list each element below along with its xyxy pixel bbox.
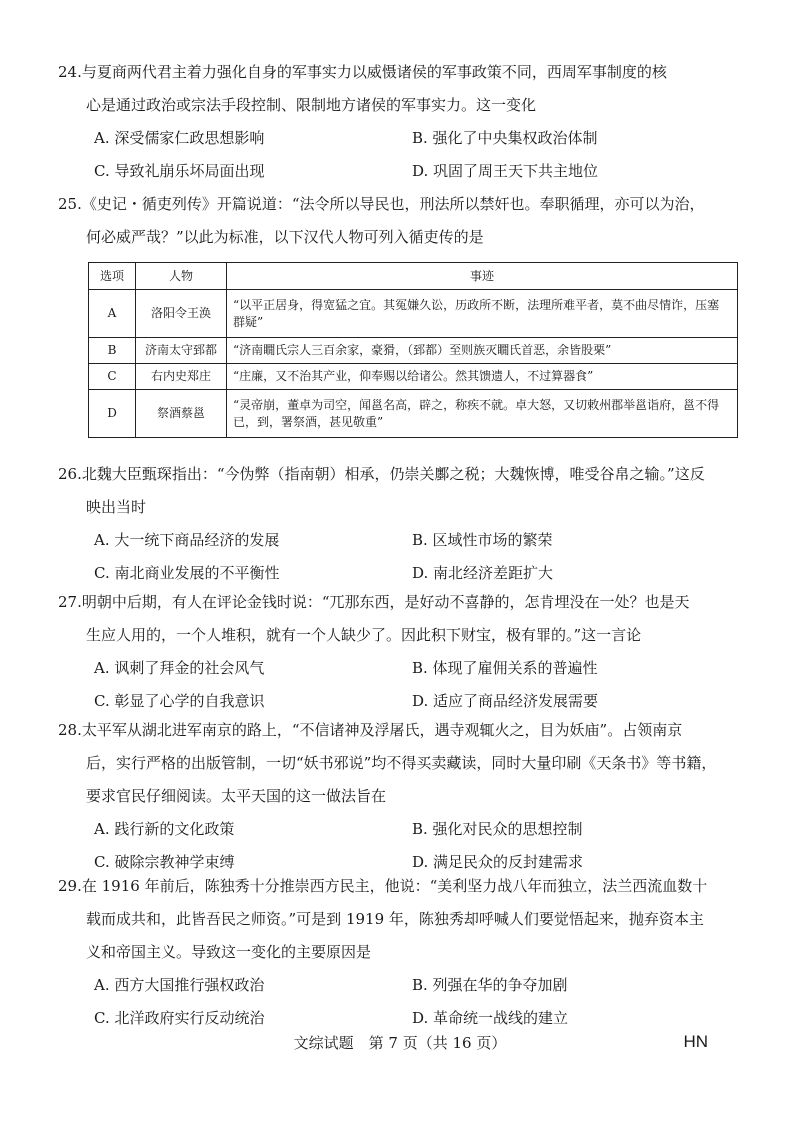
q28-option-c: C. 破除宗教神学束缚 (94, 853, 235, 871)
question-24-stem (58, 56, 738, 122)
question-27 (58, 586, 738, 718)
region-code: HN (683, 1032, 708, 1051)
question-24-stem-line-2: 心是通过政治或宗法手段控制、限制地方诸侯的军事实力。这一变化 (86, 96, 537, 114)
q25-row-c-person: 右内史郑庄 (136, 364, 227, 390)
q27-option-d: D. 适应了商品经济发展需要 (412, 692, 599, 710)
q28-option-a: A. 践行新的文化政策 (94, 820, 235, 838)
question-29-stem (58, 870, 738, 969)
table-row (89, 290, 738, 338)
q25-header-person: 人物 (136, 263, 227, 290)
q29-option-d: D. 革命统一战线的建立 (412, 1009, 569, 1027)
q28-option-b: B. 强化对民众的思想控制 (412, 820, 583, 838)
q25-header-deed: 事迹 (227, 263, 738, 290)
q25-table (88, 262, 738, 438)
q25-row-a-person: 洛阳令王涣 (136, 290, 227, 338)
question-24-stem-line-1: 24.与夏商两代君主着力强化自身的军事实力以威慑诸侯的军事政策不同，西周军事制度的核 (58, 63, 667, 81)
question-24-options (58, 122, 738, 188)
q26-option-d: D. 南北经济差距扩大 (412, 564, 554, 582)
question-28-stem (58, 714, 738, 813)
question-29 (58, 870, 738, 1035)
question-27-stem-line-1: 27.明朝中后期，有人在评论金钱时说：“兀那东西，是好动不喜静的，怎肯埋没在一处？也是天 (58, 593, 690, 611)
q24-option-c: C. 导致礼崩乐坏局面出现 (94, 162, 265, 180)
question-25-stem-line-1: 25.《史记・循吏列传》开篇说道：“法令所以导民也，刑法所以禁奸也。奉职循理，亦可以为治， (58, 195, 705, 213)
question-24 (58, 56, 738, 188)
question-27-stem-line-2: 生应人用的，一个人堆积，就有一个人缺少了。因此积下财宝，极有罪的。”这一言论 (86, 626, 642, 644)
q25-table-header-row (89, 263, 738, 290)
q25-row-a-option: A (89, 290, 136, 338)
question-28 (58, 714, 738, 879)
q25-row-c-option: C (89, 364, 136, 390)
question-25-stem-line-2: 何必威严哉？”以此为标准，以下汉代人物可列入循吏传的是 (86, 228, 484, 246)
question-28-stem-line-3: 要求官民仔细阅读。太平天国的这一做法旨在 (86, 787, 387, 805)
question-27-stem (58, 586, 738, 652)
question-26-stem-line-2: 映出当时 (86, 498, 147, 516)
q24-option-a: A. 深受儒家仁政思想影响 (94, 129, 265, 147)
question-29-options (58, 969, 738, 1035)
q25-row-d-deed: “灵帝崩，董卓为司空，闻邕名高，辟之，称疾不就。卓大怒，又切敕州郡举邕诣府，邕不得已，到，署祭酒，甚见敬重” (227, 390, 738, 438)
table-row (89, 338, 738, 364)
question-27-options (58, 652, 738, 718)
q24-option-b: B. 强化了中央集权政治体制 (412, 129, 598, 147)
question-25-stem (58, 188, 738, 254)
q25-row-d-person: 祭酒蔡邕 (136, 390, 227, 438)
q27-option-c: C. 彰显了心学的自我意识 (94, 692, 265, 710)
question-26 (58, 458, 738, 590)
question-26-stem (58, 458, 738, 524)
question-26-options (58, 524, 738, 590)
q25-row-a-deed: “以平正居身，得宽猛之宜。其冤嫌久讼，历政所不断，法理所难平者，莫不曲尽情诈，压塞群疑” (227, 290, 738, 338)
page-number-label: 文综试题 第 7 页（共 16 页） (293, 1034, 507, 1052)
q29-option-a: A. 西方大国推行强权政治 (94, 976, 265, 994)
q25-row-d-option: D (89, 390, 136, 438)
q26-option-b: B. 区域性市场的繁荣 (412, 531, 553, 549)
q25-row-b-person: 济南太守郅都 (136, 338, 227, 364)
table-row (89, 364, 738, 390)
q28-option-d: D. 满足民众的反封建需求 (412, 853, 584, 871)
q27-option-b: B. 体现了雇佣关系的普遍性 (412, 659, 598, 677)
q27-option-a: A. 讽刺了拜金的社会风气 (94, 659, 265, 677)
question-29-stem-line-3: 义和帝国主义。导致这一变化的主要原因是 (86, 943, 372, 961)
table-row (89, 390, 738, 438)
question-29-stem-line-1: 29.在 1916 年前后，陈独秀十分推崇西方民主，他说：“美利坚力战八年而独立，法兰西流血数十 (58, 877, 708, 895)
question-28-stem-line-1: 28.太平军从湖北进军南京的路上，“不信诸神及浮屠氏，遇寺观辄火之，目为妖庙”。占领南京 (58, 721, 683, 739)
q25-row-b-option: B (89, 338, 136, 364)
q26-option-c: C. 南北商业发展的不平衡性 (94, 564, 280, 582)
q25-header-option: 选项 (89, 263, 136, 290)
q25-row-c-deed: “庄廉，又不治其产业，仰奉赐以给诸公。然其馈遗人，不过算器食” (227, 364, 738, 390)
question-29-stem-line-2: 载而成共和，此皆吾民之师资。”可是到 1919 年，陈独秀却呼喊人们要觉悟起来，抛弃资本主 (86, 910, 704, 928)
q29-option-c: C. 北洋政府实行反动统治 (94, 1009, 265, 1027)
q29-option-b: B. 列强在华的争夺加剧 (412, 976, 568, 994)
question-26-stem-line-1: 26.北魏大臣甄琛指出：“今伪弊（指南朝）相承，仍崇关鄽之税；大魏恢博，唯受谷帛之输。”这反 (58, 465, 705, 483)
question-25 (58, 188, 738, 438)
question-28-stem-line-2: 后，实行严格的出版管制，一切“妖书邪说”均不得买卖藏读，同时大量印刷《天条书》等书籍， (86, 754, 717, 772)
q24-option-d: D. 巩固了周王天下共主地位 (412, 162, 599, 180)
q25-row-b-deed: “济南瞯氏宗人三百余家，豪猾，（郅都）至则族灭瞯氏首恶，余皆股栗” (227, 338, 738, 364)
q26-option-a: A. 大一统下商品经济的发展 (94, 531, 280, 549)
